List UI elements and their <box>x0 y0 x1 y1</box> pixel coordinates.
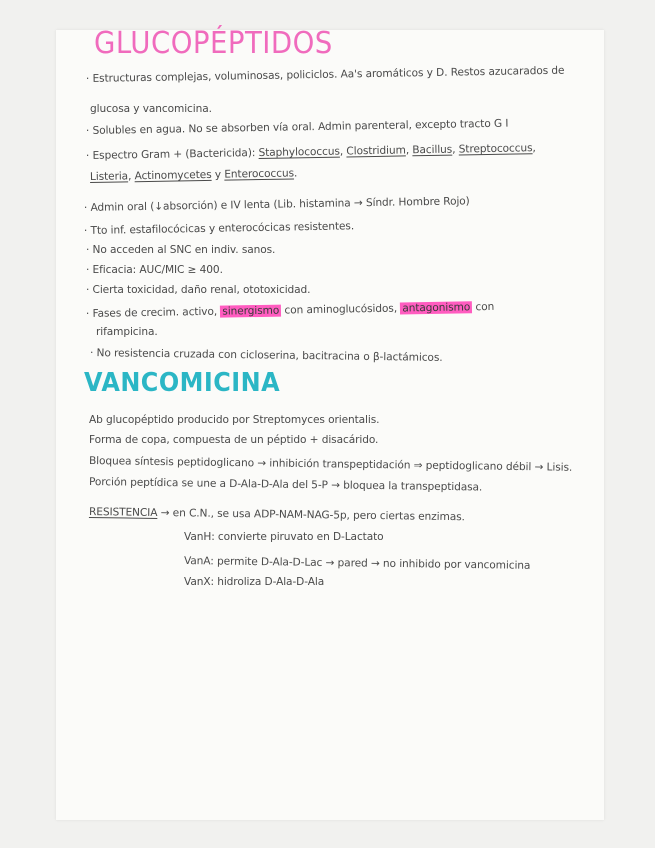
highlight-sinergismo: sinergismo <box>222 304 280 318</box>
note-text: , <box>405 144 413 157</box>
note-line: · No acceden al SNC en indiv. sanos. <box>86 244 276 256</box>
underlined-genus: Actinomycetes <box>134 168 212 183</box>
note-line: VanH: convierte piruvato en D-Lactato <box>184 531 384 543</box>
note-line: · No resistencia cruzada con cicloserina, bacitracina o β-lactámicos. <box>89 347 443 364</box>
underlined-genus: Enterococcus <box>224 167 295 181</box>
note-line: VanA: permite D-Ala-D-Lac → pared → no inhibido por vancomicina <box>183 555 531 572</box>
note-line: Ab glucopéptido producido por Streptomyces orientalis. <box>89 414 380 426</box>
underlined-genus: Bacillus <box>412 143 453 157</box>
note-line: Bloquea síntesis peptidoglicano → inhibición transpeptidación ⇒ peptidoglicano débil → Lisis. <box>88 455 573 474</box>
note-text: con aminoglucósidos, <box>281 302 401 317</box>
note-text: con <box>472 300 495 314</box>
note-line: VanX: hidroliza D-Ala-D-Ala <box>184 576 325 588</box>
note-text: · Fases de crecim. activo, <box>85 305 221 320</box>
section-title-glucopeptidos: GLUCOPÉPTIDOS <box>94 26 333 61</box>
underlined-genus: Streptococcus <box>458 142 533 156</box>
underlined-genus: Listeria <box>89 170 129 183</box>
note-line: · Admin oral (↓absorción) e IV lenta (Lib. histamina → Síndr. Hombre Rojo) <box>83 195 470 214</box>
note-line: · Estructuras complejas, voluminosas, policiclos. Aa's aromáticos y D. Restos azucarados de <box>85 64 565 85</box>
note-text: , <box>127 170 135 183</box>
section-title-vancomicina: VANCOMICINA <box>84 368 281 398</box>
note-line: · Tto inf. estafilocócicas y enterocócicas resistentes. <box>83 220 355 237</box>
note-text: · Espectro Gram + (Bactericida): <box>85 146 259 162</box>
note-line: · Eficacia: AUC/MIC ≥ 400. <box>86 264 223 276</box>
note-text: , <box>452 143 459 156</box>
note-line: Porción peptídica se une a D-Ala-D-Ala del 5-P → bloquea la transpeptidasa. <box>88 476 483 494</box>
note-text: y <box>211 168 225 181</box>
note-line: Forma de copa, compuesta de un péptido + disacárido. <box>89 434 379 446</box>
note-text: . <box>293 167 298 180</box>
underlined-genus: Clostridium <box>346 144 406 158</box>
resistencia-label: RESISTENCIA <box>88 506 158 519</box>
underlined-genus: Staphylococcus <box>258 145 340 159</box>
highlight-antagonismo: antagonismo <box>402 301 471 315</box>
note-text: → en C.N., se usa ADP-NAM-NAG-5p, pero ciertas enzimas. <box>157 506 465 524</box>
note-line: · Cierta toxicidad, daño renal, ototoxicidad. <box>86 284 311 296</box>
note-line: · Solubles en agua. No se absorben vía oral. Admin parenteral, excepto tracto G I <box>85 117 509 137</box>
note-line: glucosa y vancomicina. <box>90 103 212 115</box>
note-text: , <box>339 145 347 158</box>
note-line: rifampicina. <box>96 326 158 338</box>
note-text: , <box>532 142 536 155</box>
